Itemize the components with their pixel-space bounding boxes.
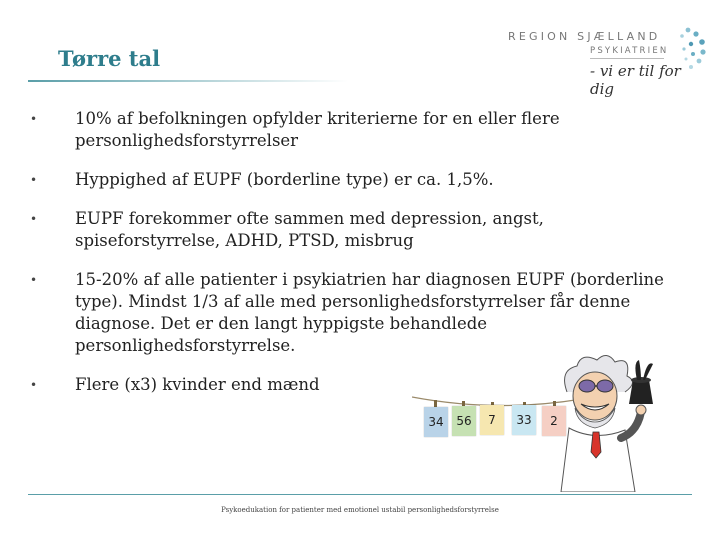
bullet-item: • Flere (x3) kvinder end mænd <box>30 374 690 396</box>
logo-tagline: - vi er til for dig <box>590 62 681 98</box>
bullet-item: • 10% af befolkningen opfylder kriterierne for en eller flere personlighedsforstyrrelser <box>30 108 690 152</box>
title-divider <box>28 80 348 82</box>
bullet-item: • Hyppighed af EUPF (borderline type) er ca. 1,5%. <box>30 169 690 191</box>
logo-sub-text: PSYKIATRIEN <box>590 46 669 56</box>
number-card: 34 <box>424 407 448 437</box>
slide-title: Tørre tal <box>58 46 161 71</box>
number-card: 7 <box>480 405 504 435</box>
scientist-illustration <box>555 352 665 492</box>
number-card: 33 <box>512 405 536 435</box>
footer-divider <box>28 494 692 495</box>
region-sjaelland-logo <box>508 24 708 98</box>
bullet-item: • 15-20% af alle patienter i psykiatrien har diagnosen EUPF (borderline type). Mindst 1/3 af alle med personlighedsforstyrrelser får denne diagnose. Det er den langt hyppigste behandlede personlighedsforstyrrelse. <box>30 269 690 357</box>
footer-text: Psykoedukation for patienter med emotionel ustabil personlighedsforstyrrelse <box>221 506 499 514</box>
logo-dots-icon <box>658 24 708 74</box>
logo-main-text: REGION SJÆLLAND <box>508 30 661 43</box>
logo-sub-divider <box>590 58 664 59</box>
number-card: 56 <box>452 406 476 436</box>
bullet-item: • EUPF forekommer ofte sammen med depression, angst, spiseforstyrrelse, ADHD, PTSD, misbrug <box>30 208 690 252</box>
number-card: 2 <box>542 406 566 436</box>
